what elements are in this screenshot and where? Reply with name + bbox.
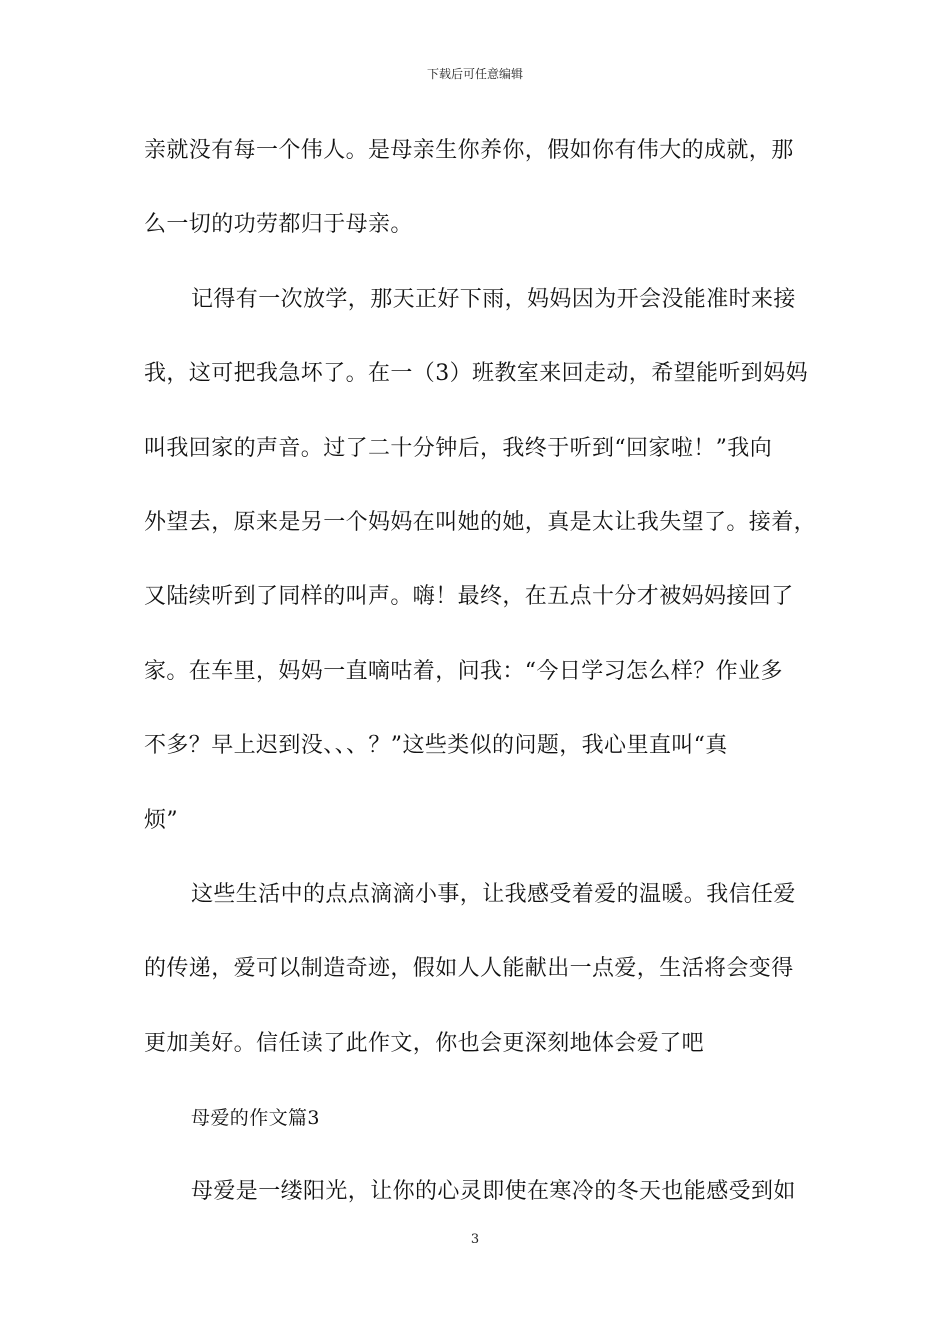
page-header: 下载后可任意编辑 [426,67,523,81]
paragraph-start: 记得有一次放学，那天正好下雨，妈妈因为开会没能准时来接 [191,286,796,312]
paragraph-start: 这些生活中的点点滴滴小事，让我感受着爱的温暖。我信任爱 [191,881,796,907]
text-line: 外望去，原来是另一个妈妈在叫她的她，真是太让我失望了。接着， [144,509,817,535]
text-line: 我，这可把我急坏了。在一（3）班教室来回走动，希望能听到妈妈 [144,361,808,387]
text-line: 家。在车里，妈妈一直嘀咕着，问我：“今日学习怎么样？作业多 [144,658,783,684]
text-line: 又陆续听到了同样的叫声。嗨！最终，在五点十分才被妈妈接回了 [144,584,794,610]
text-line: 么一切的功劳都归于母亲。 [144,212,413,238]
page-number: 3 [470,1232,480,1247]
text-line: 更加美好。信任读了此作文，你也会更深刻地体会爱了吧 [144,1030,705,1056]
text-line: 烦” [144,807,179,833]
text-line: 不多？早上迟到没、、、？”这些类似的问题，我心里直叫“真 [144,733,728,759]
text-line: 亲就没有每一个伟人。是母亲生你养你，假如你有伟大的成就，那 [144,138,794,163]
document-body [144,128,816,1244]
text-line: 叫我回家的声音。过了二十分钟后，我终于听到“回家啦！”我向 [144,435,773,461]
text-line: 的传递，爱可以制造奇迹，假如人人能献出一点爱，生活将会变得 [144,956,794,982]
section-heading: 母爱的作文篇3 [191,1107,320,1130]
paragraph-start: 母爱是一缕阳光，让你的心灵即使在寒冷的冬天也能感受到如 [191,1179,796,1205]
